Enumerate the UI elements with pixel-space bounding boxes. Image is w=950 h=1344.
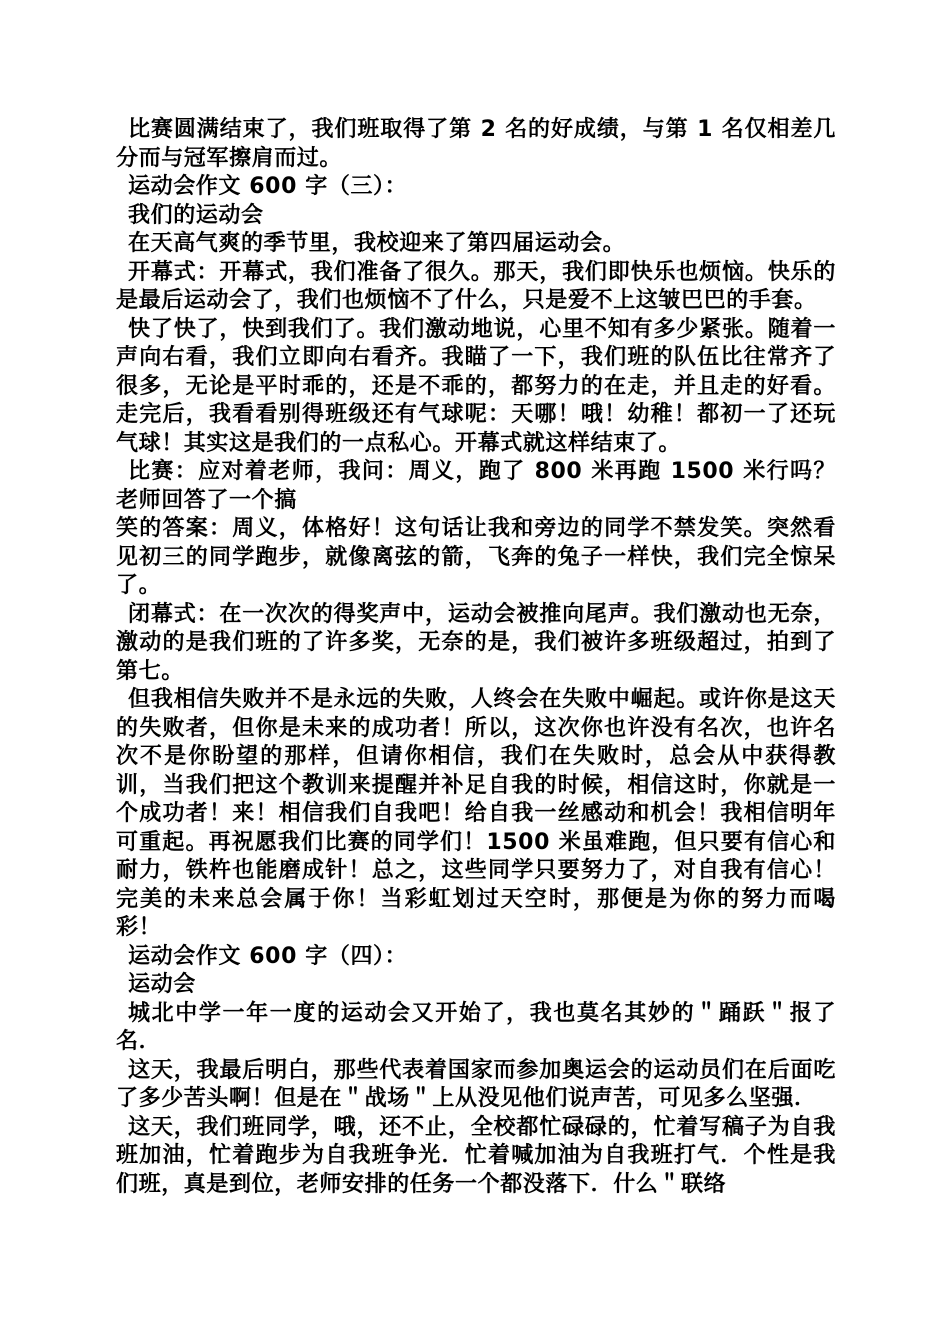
paragraph-competition-continued: 笑的答案：周义，体格好！这句话让我和旁边的同学不禁发笑。突然看见初三的同学跑步，就像离弦的箭，飞奔的兔子一样快，我们完全惊呆了。: [116, 516, 836, 598]
paragraph-opening-ceremony: 开幕式：开幕式，我们准备了很久。那天，我们即快乐也烦恼。快乐的是最后运动会了，我们也烦恼不了什么，只是爱不上这皱巴巴的手套。: [116, 259, 836, 313]
section-heading-four: 运动会作文 600 字（四）：: [128, 943, 408, 969]
paragraph-class-busy: 这天，我们班同学，哦，还不止，全校都忙碌碌的，忙着写稿子为自我班加油，忙着跑步为自我班争光．忙着喊加油为自我班打气．个性是我们班，真是到位，老师安排的任务一个都没落下．什么＂联络: [116, 1114, 836, 1197]
essay-title-sports-meet: 运动会: [128, 972, 196, 997]
paragraph-intro: 在天高气爽的季节里，我校迎来了第四届运动会。: [128, 231, 626, 256]
paragraph-signup: 城北中学一年一度的运动会又开始了，我也莫名其妙的＂踊跃＂报了名．: [116, 1000, 836, 1054]
paragraph-olympians: 这天，我最后明白，那些代表着国家而参加奥运会的运动员们在后面吃了多少苦头啊！但是在＂战场＂上从没见他们说声苦，可见多么坚强．: [116, 1057, 836, 1111]
section-heading-three: 运动会作文 600 字（三）：: [128, 174, 408, 199]
paragraph-closing-ceremony: 闭幕式：在一次次的得奖声中，运动会被推向尾声。我们激动也无奈，激动的是我们班的了许多奖，无奈的是，我们被许多班级超过，拍到了第七。: [116, 601, 836, 684]
paragraph-marching: 快了快了，快到我们了。我们激动地说，心里不知有多少紧张。随着一声向右看，我们立即向右看齐。我瞄了一下，我们班的队伍比往常齐了很多，无论是平时乖的，还是不乖的，都努力的在走，并且走的好看。走完后，我看看别得班级还有气球呢：天哪！哦！幼稚！都初一了还玩气球！其实这是我们的一点私心。开幕式就这样结束了。: [116, 316, 836, 456]
essay-title-our-sports-meet: 我们的运动会: [128, 202, 264, 228]
document-page: [116, 116, 836, 1199]
paragraph-race-result: 比赛圆满结束了，我们班取得了第 2 名的好成绩，与第 1 名仅相差几分而与冠军擦肩而过。: [116, 117, 836, 171]
paragraph-reflection: 但我相信失败并不是永远的失败，人终会在失败中崛起。或许你是这天的失败者，但你是未来的成功者！所以，这次你也许没有名次，也许名次不是你盼望的那样，但请你相信，我们在失败时，总会从中获得教训，当我们把这个教训来提醒并补足自我的时候，相信这时，你就是一个成功者！来！相信我们自我吧！给自我一丝感动和机会！我相信明年可重起。再祝愿我们比赛的同学们！1500 米虽难跑，但只要有信心和耐力，铁杵也能磨成针！总之，这些同学只要努力了，对自我有信心！完美的未来总会属于你！当彩虹划过天空时，那便是为你的努力而喝彩！: [116, 687, 836, 940]
paragraph-competition: 比赛：应对着老师，我问：周义，跑了 800 米再跑 1500 米行吗？老师回答了一个搞: [116, 459, 836, 513]
